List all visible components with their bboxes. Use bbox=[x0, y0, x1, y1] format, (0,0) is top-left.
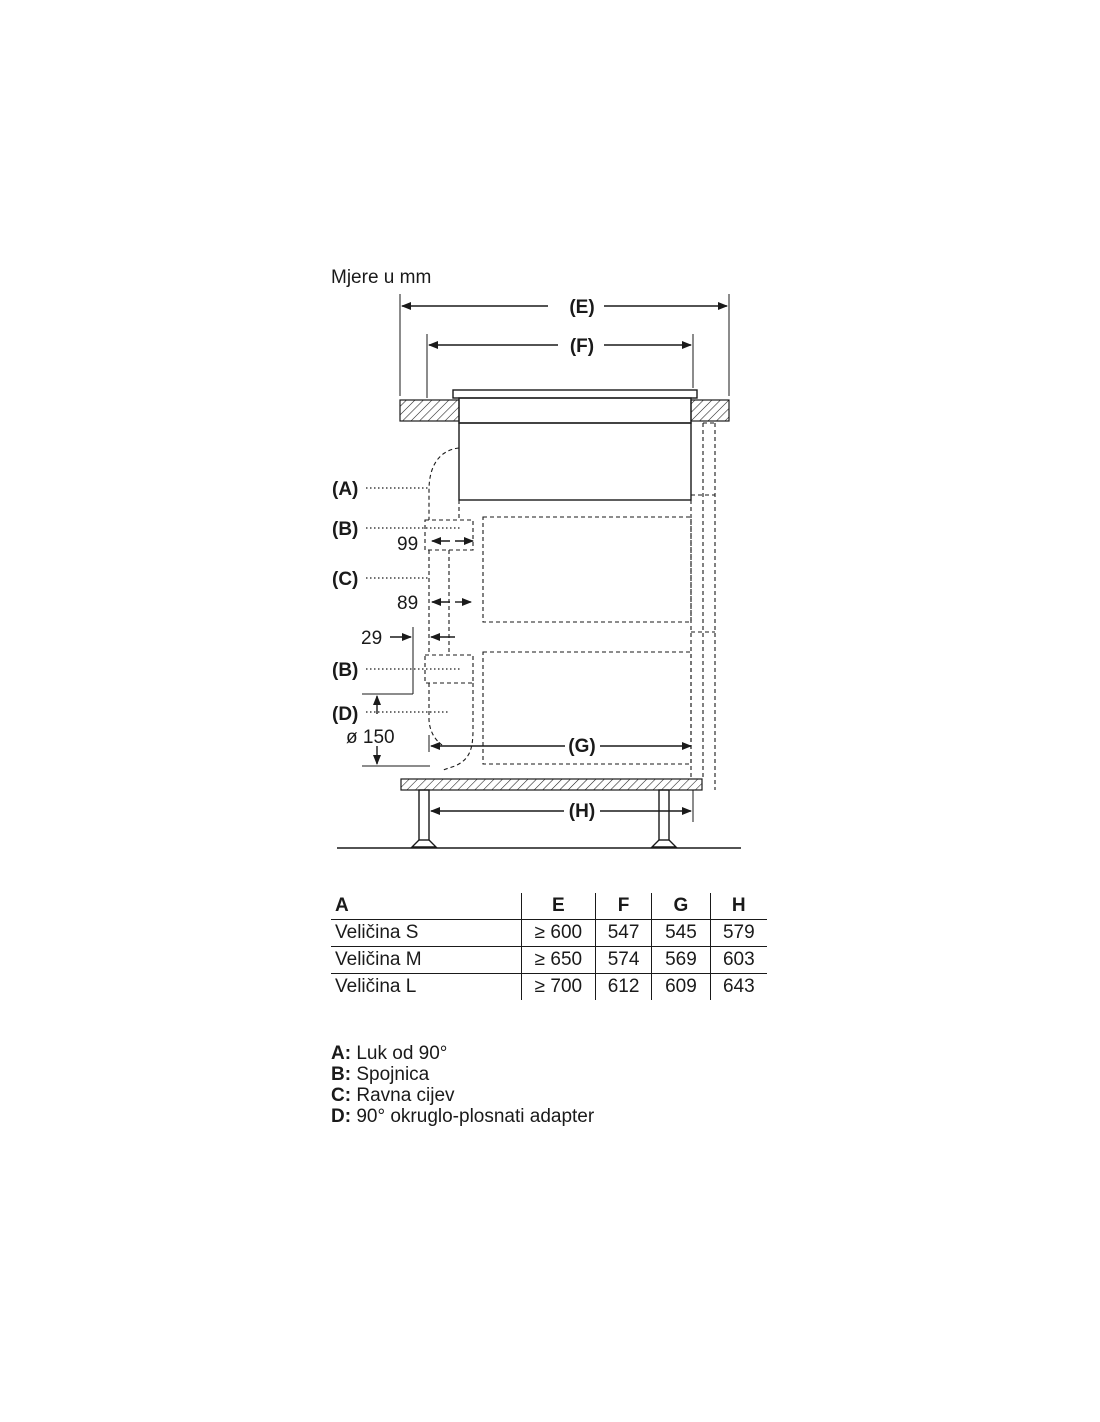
part-label-d-text: (D) bbox=[332, 704, 359, 725]
dimension-label-e: (E) bbox=[569, 297, 595, 318]
legend-key: B: bbox=[331, 1064, 352, 1085]
hob-unit bbox=[453, 390, 697, 500]
table-header-row bbox=[331, 893, 767, 920]
legend-key: D: bbox=[331, 1106, 352, 1127]
part-label-b-lower bbox=[332, 660, 460, 681]
table-row bbox=[331, 947, 767, 974]
table-row bbox=[331, 974, 767, 1001]
legend-text: 90° okruglo-plosnati adapter bbox=[356, 1106, 595, 1127]
dimension-label-g: (G) bbox=[568, 736, 596, 757]
part-label-b-lower-text: (B) bbox=[332, 660, 359, 681]
table-header-cell: H bbox=[710, 893, 767, 920]
table-cell: Veličina L bbox=[335, 976, 417, 997]
part-label-c-text: (C) bbox=[332, 569, 359, 590]
base-plate bbox=[401, 779, 702, 790]
table-cell: 609 bbox=[652, 974, 710, 1001]
measurement-89-text: 89 bbox=[397, 593, 419, 614]
dimension-label-h: (H) bbox=[568, 801, 596, 822]
table-header-cell: F bbox=[595, 893, 651, 920]
table-header-cell: E bbox=[521, 893, 595, 920]
table-cell: 643 bbox=[710, 974, 767, 1001]
table-cell: 579 bbox=[710, 920, 767, 947]
table-cell: ≥ 700 bbox=[521, 974, 595, 1001]
legend-text: Luk od 90° bbox=[356, 1043, 448, 1064]
legend-item bbox=[331, 1043, 594, 1064]
table-cell: Veličina S bbox=[331, 920, 521, 947]
dimension-f bbox=[427, 334, 693, 398]
measurement-99-text: 99 bbox=[397, 534, 419, 555]
duct-path bbox=[425, 448, 473, 770]
table-row bbox=[331, 920, 767, 947]
parts-legend bbox=[331, 1043, 594, 1127]
dimension-g bbox=[429, 735, 691, 757]
legend-item bbox=[331, 1106, 594, 1127]
table-cell: 569 bbox=[652, 947, 710, 974]
dimensions-table bbox=[331, 893, 767, 1000]
table-cell: 612 bbox=[595, 974, 651, 1001]
table-cell: 603 bbox=[710, 947, 767, 974]
legend-key: A: bbox=[331, 1043, 352, 1064]
part-label-c bbox=[332, 569, 428, 590]
cabinet-outline bbox=[483, 423, 715, 790]
measurement-diameter bbox=[346, 694, 430, 766]
table-cell: 545 bbox=[652, 920, 710, 947]
part-label-b-upper-text: (B) bbox=[332, 519, 359, 540]
table-cell: ≥ 650 bbox=[521, 947, 595, 974]
table-cell: ≥ 600 bbox=[521, 920, 595, 947]
table-cell: Veličina M bbox=[331, 947, 521, 974]
part-label-a-text: (A) bbox=[332, 479, 359, 500]
legend-item bbox=[331, 1085, 594, 1106]
cabinet-legs bbox=[412, 790, 676, 847]
table-header-cell: G bbox=[652, 893, 710, 920]
measurement-89 bbox=[397, 593, 471, 614]
dimension-h bbox=[431, 790, 693, 822]
measurement-99 bbox=[397, 534, 473, 555]
units-note: Mjere u mm bbox=[331, 267, 432, 288]
table-cell: 574 bbox=[595, 947, 651, 974]
table-header-cell: A bbox=[331, 893, 521, 920]
part-label-b-upper bbox=[332, 519, 460, 540]
table-cell: 547 bbox=[595, 920, 651, 947]
legend-key: C: bbox=[331, 1085, 352, 1106]
measurement-diameter-text: ø 150 bbox=[346, 727, 395, 748]
legend-text: Ravna cijev bbox=[356, 1085, 455, 1106]
measurement-29-text: 29 bbox=[361, 628, 383, 649]
part-label-a bbox=[332, 479, 428, 500]
dimension-label-f: (F) bbox=[569, 336, 595, 357]
worktop bbox=[400, 400, 729, 421]
measurement-29 bbox=[361, 627, 455, 694]
legend-item bbox=[331, 1064, 594, 1085]
legend-text: Spojnica bbox=[356, 1064, 430, 1085]
part-label-d bbox=[332, 704, 450, 725]
